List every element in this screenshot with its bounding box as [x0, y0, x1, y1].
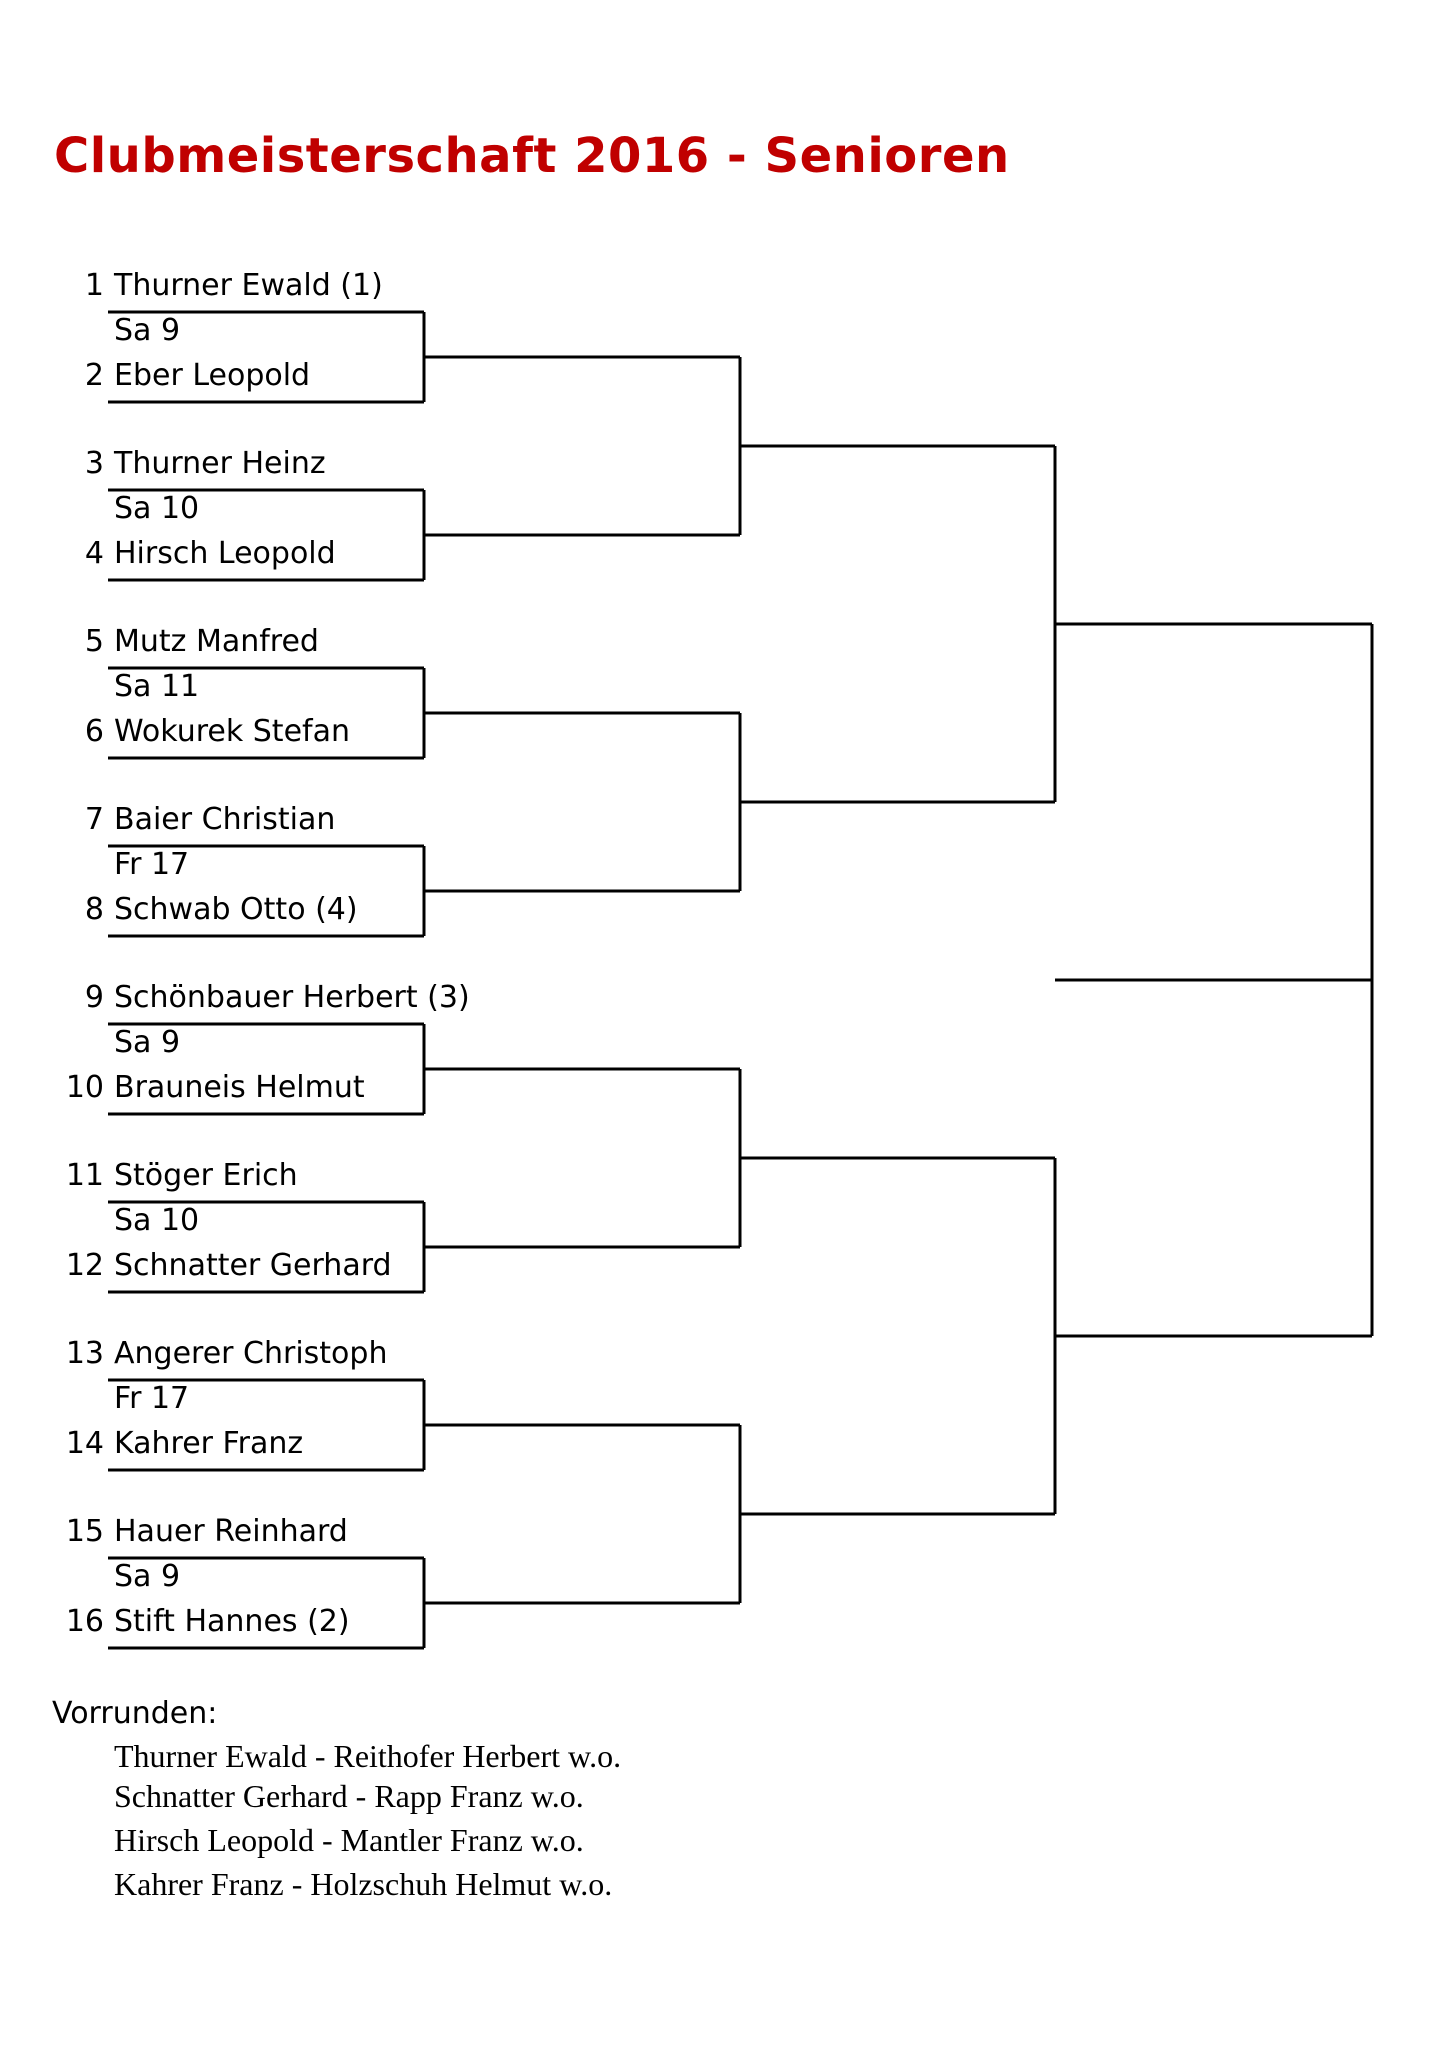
player-name: Stift Hannes (2)	[114, 1604, 350, 1639]
page-title: Clubmeisterschaft 2016 - Senioren	[54, 128, 1010, 184]
seed-number: 14	[65, 1426, 104, 1461]
seed-number: 5	[84, 624, 104, 659]
seed-number: 1	[84, 268, 104, 303]
seed-number: 12	[65, 1248, 104, 1283]
seed-number: 10	[65, 1070, 104, 1105]
player-name: Brauneis Helmut	[114, 1070, 365, 1105]
vorrunden-item: Schnatter Gerhard - Rapp Franz w.o.	[114, 1778, 584, 1814]
seed-number: 8	[84, 892, 104, 927]
player-name: Baier Christian	[114, 802, 336, 837]
match-date: Sa 11	[114, 669, 200, 704]
player-name: Wokurek Stefan	[114, 714, 350, 749]
seed-number: 2	[84, 358, 104, 393]
seed-number: 4	[84, 536, 104, 571]
match-date: Sa 9	[114, 1559, 181, 1594]
seed-number: 13	[65, 1336, 104, 1371]
player-name: Eber Leopold	[114, 358, 311, 393]
player-name: Hauer Reinhard	[114, 1514, 348, 1549]
seed-number: 16	[65, 1604, 104, 1639]
player-name: Hirsch Leopold	[114, 536, 336, 571]
player-name: Thurner Ewald (1)	[114, 268, 383, 303]
seed-number: 11	[65, 1158, 104, 1193]
match-date: Sa 10	[114, 1203, 200, 1238]
player-name: Schwab Otto (4)	[114, 892, 358, 927]
player-name: Schönbauer Herbert (3)	[114, 980, 470, 1015]
player-name: Thurner Heinz	[114, 446, 326, 481]
vorrunden-item: Kahrer Franz - Holzschuh Helmut w.o.	[114, 1866, 613, 1902]
match-date: Fr 17	[114, 847, 190, 882]
vorrunden-item: Thurner Ewald - Reithofer Herbert w.o.	[114, 1738, 622, 1774]
seed-number: 15	[65, 1514, 104, 1549]
seed-number: 6	[84, 714, 104, 749]
vorrunden-label: Vorrunden:	[52, 1696, 218, 1731]
match-date: Sa 10	[114, 491, 200, 526]
player-name: Kahrer Franz	[114, 1426, 304, 1461]
player-name: Stöger Erich	[114, 1158, 298, 1193]
player-name: Angerer Christoph	[114, 1336, 388, 1371]
seed-number: 9	[84, 980, 104, 1015]
match-date: Sa 9	[114, 313, 181, 348]
seed-number: 3	[84, 446, 104, 481]
player-name: Schnatter Gerhard	[114, 1248, 392, 1283]
match-date: Fr 17	[114, 1381, 190, 1416]
match-date: Sa 9	[114, 1025, 181, 1060]
vorrunden-item: Hirsch Leopold - Mantler Franz w.o.	[114, 1822, 584, 1858]
player-name: Mutz Manfred	[114, 624, 319, 659]
seed-number: 7	[84, 802, 104, 837]
